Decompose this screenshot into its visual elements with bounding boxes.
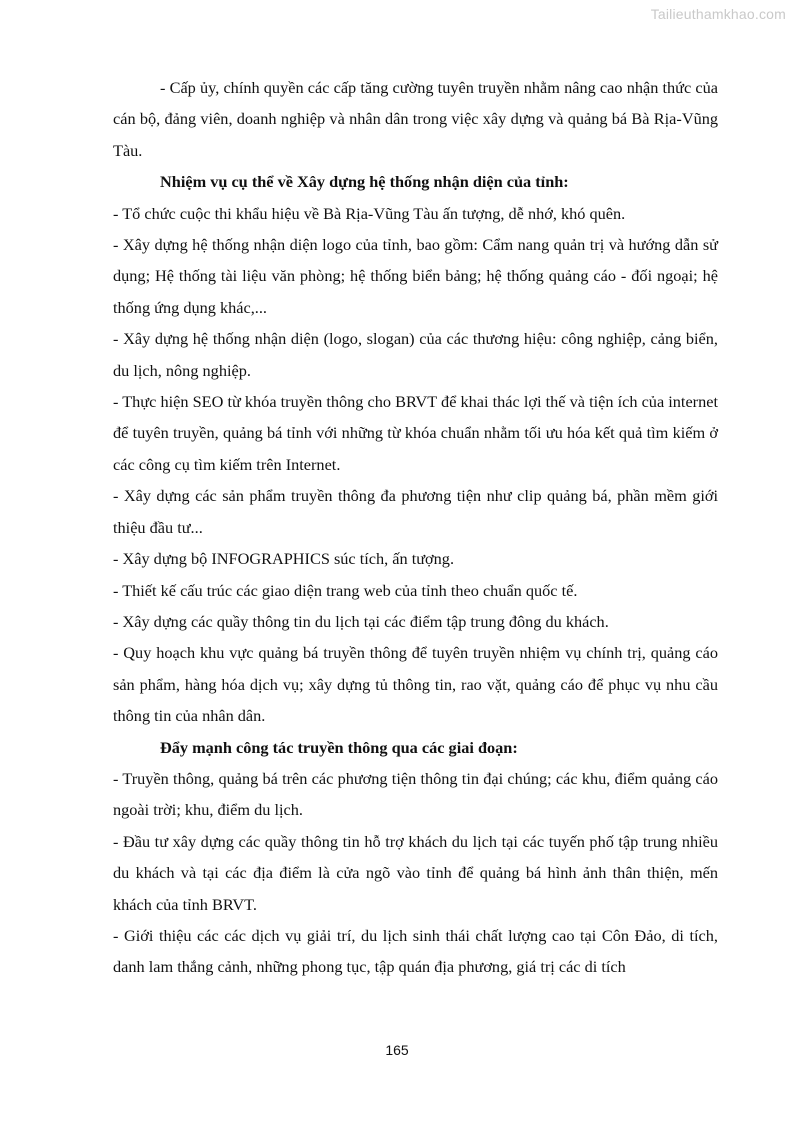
list-item: - Truyền thông, quảng bá trên các phương tiện thông tin đại chúng; các khu, điểm quảng cáo ngoài trời; khu, điểm du lịch. — [113, 768, 718, 820]
list-item: - Xây dựng các sản phẩm truyền thông đa phương tiện như clip quảng bá, phần mềm giới thiệu đầu tư... — [113, 486, 718, 537]
list-item: - Tổ chức cuộc thi khẩu hiệu về Bà Rịa-Vũng Tàu ấn tượng, dễ nhớ, khó quên. — [113, 203, 626, 223]
document-body — [113, 72, 718, 983]
list-item: - Xây dựng hệ thống nhận diện (logo, slogan) của các thương hiệu: công nghiệp, cảng biển, du lịch, nông nghiệp. — [113, 329, 718, 380]
section-heading: Nhiệm vụ cụ thể về Xây dựng hệ thống nhận diện của tỉnh: — [160, 172, 569, 192]
section-heading: Đẩy mạnh công tác truyền thông qua các giai đoạn: — [160, 737, 518, 757]
page-number: 165 — [385, 1042, 409, 1058]
watermark-text: Tailieuthamkhao.com — [650, 6, 786, 22]
list-item: - Thực hiện SEO từ khóa truyền thông cho BRVT để khai thác lợi thế và tiện ích của internet để tuyên truyền, quảng bá tỉnh với những từ khóa chuẩn nhằm tối ưu hóa kết quả tìm kiếm ở các công cụ tìm kiếm trên Internet. — [113, 392, 718, 474]
list-item: - Xây dựng bộ INFOGRAPHICS súc tích, ấn tượng. — [113, 549, 455, 569]
list-item: - Đầu tư xây dựng các quầy thông tin hỗ trợ khách du lịch tại các tuyến phố tập trung nhiều du khách và tại các địa điểm là cửa ngõ vào tỉnh để quảng bá hình ảnh thân thiện, mến khách của tỉnh BRVT. — [113, 831, 718, 914]
list-item: - Thiết kế cấu trúc các giao diện trang web của tỉnh theo chuẩn quốc tế. — [113, 580, 578, 600]
list-item: - Xây dựng các quầy thông tin du lịch tại các điểm tập trung đông du khách. — [113, 611, 609, 631]
paragraph: - Cấp ủy, chính quyền các cấp tăng cường tuyên truyền nhằm nâng cao nhận thức của cán bộ, đảng viên, doanh nghiệp và nhân dân trong việc xây dựng và quảng bá Bà Rịa-Vũng Tàu. — [113, 78, 718, 160]
list-item: - Quy hoạch khu vực quảng bá truyền thông để tuyên truyền nhiệm vụ chính trị, quảng cáo sản phẩm, hàng hóa dịch vụ; xây dựng tủ thông tin, rao vặt, quảng cáo để phục vụ nhu cầu thông tin của nhân dân. — [113, 643, 718, 726]
list-item: - Giới thiệu các các dịch vụ giải trí, du lịch sinh thái chất lượng cao tại Côn Đảo, di tích, danh lam thắng cảnh, những phong tục, tập quán địa phương, giá trị các di tích — [113, 925, 718, 977]
list-item: - Xây dựng hệ thống nhận diện logo của tỉnh, bao gồm: Cẩm nang quản trị và hướng dẫn sử dụng; Hệ thống tài liệu văn phòng; hệ thống biển bảng; hệ thống quảng cáo - đối ngoại; hệ thống ứng dụng khác,... — [113, 235, 718, 317]
